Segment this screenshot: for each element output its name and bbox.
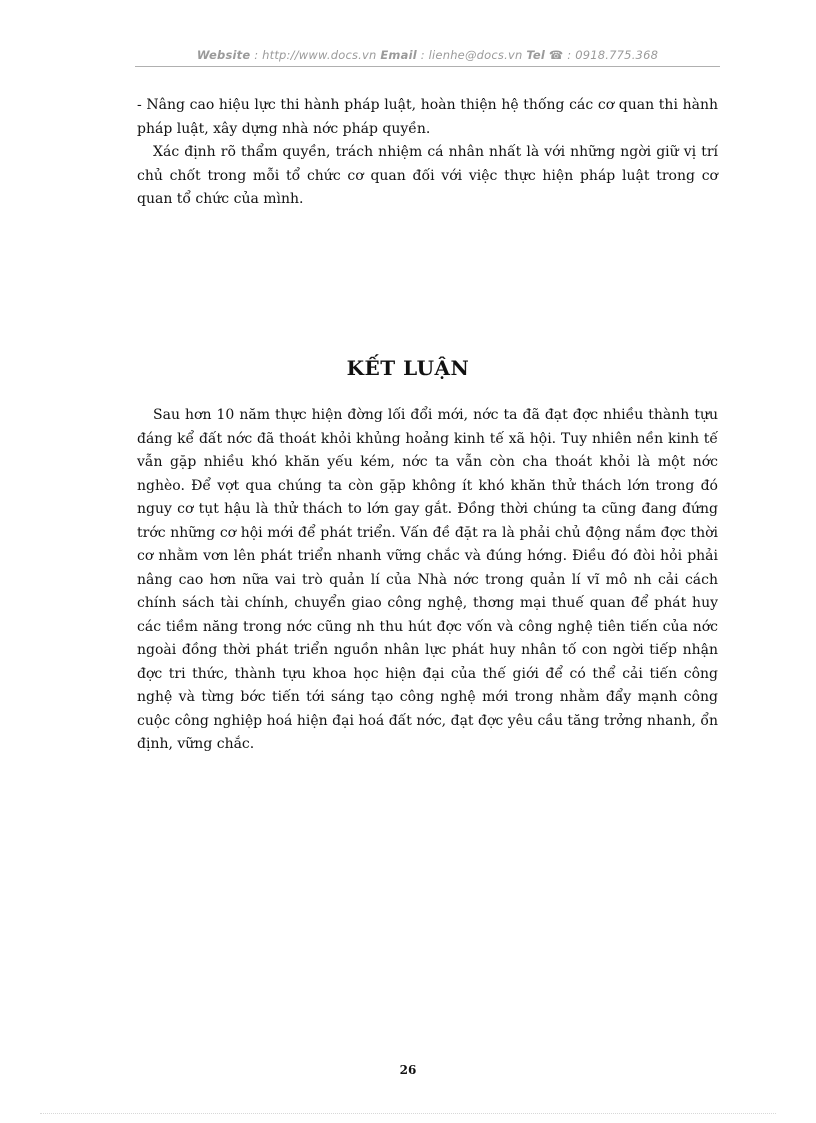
paragraph-responsibility: Xác định rõ thẩm quyền, trách nhiệm cá nhân nhất là với những ngời giữ vị trí chủ chốt trong mỗi tổ chức cơ quan đối với việc thực hiện pháp luật trong cơ quan tổ chức của mình. xyxy=(137,144,718,207)
website-label: Website xyxy=(196,48,251,62)
phone-icon: ☎ xyxy=(548,48,564,62)
page-header xyxy=(135,48,720,62)
page-number: 26 xyxy=(399,1063,417,1077)
tel-value: : 0918.775.368 xyxy=(563,48,659,62)
email-value: : lienhe@docs.vn xyxy=(416,48,527,62)
website-value: : http://www.docs.vn xyxy=(250,48,381,62)
email-label: Email xyxy=(380,48,417,62)
page-bottom-divider xyxy=(40,1113,776,1114)
tel-label: Tel xyxy=(526,48,546,62)
section-title: KẾT LUẬN xyxy=(346,356,470,380)
paragraph-conclusion: Sau hơn 10 năm thực hiện đờng lối đổi mới, nớc ta đã đạt đợc nhiều thành tựu đáng kể đất nớc đã thoát khỏi khủng hoảng kinh tế xã hội. Tuy nhiên nền kinh tế vẫn gặp nhiều khó khăn yếu kém, nớc ta vẫn còn cha thoát khỏi là một nớc nghèo. Để vợt qua chúng ta còn gặp không ít khó khăn thử thách lớn trong đó nguy cơ tụt hậu là thử thách to lớn gay gắt. Đồng thời chúng ta cũng đang đứng trớc những cơ hội mới để phát triển. Vấn đề đặt ra là phải chủ động nắm đợc thời cơ nhằm vơn lên phát triển nhanh vững chắc và đúng hớng. Điều đó đòi hỏi phải nâng cao hơn nữa vai trò quản lí của Nhà nớc trong quản lí vĩ mô nh cải cách chính sách tài chính, chuyển giao công nghệ, thơng mại thuế quan để phát huy các tiềm năng trong nớc cũng nh thu hút đợc vốn và công nghệ tiên tiến của nớc ngoài đồng thời phát triển nguồn nhân lực phát huy nhân tố con ngời tiếp nhận đợc tri thức, thành tựu khoa học hiện đại của thế giới để có thể cải tiến công nghệ và từng bớc tiến tới sáng tạo công nghệ mới trong nhằm đẩy mạnh công cuộc công nghiệp hoá hiện đại hoá đất nớc, đạt đợc yêu cầu tăng trởng nhanh, ổn định, vững chắc. xyxy=(137,407,718,752)
header-divider xyxy=(135,66,720,67)
paragraph-law-enforcement: - Nâng cao hiệu lực thi hành pháp luật, hoàn thiện hệ thống các cơ quan thi hành pháp luật, xây dựng nhà nớc pháp quyền. xyxy=(137,97,718,137)
